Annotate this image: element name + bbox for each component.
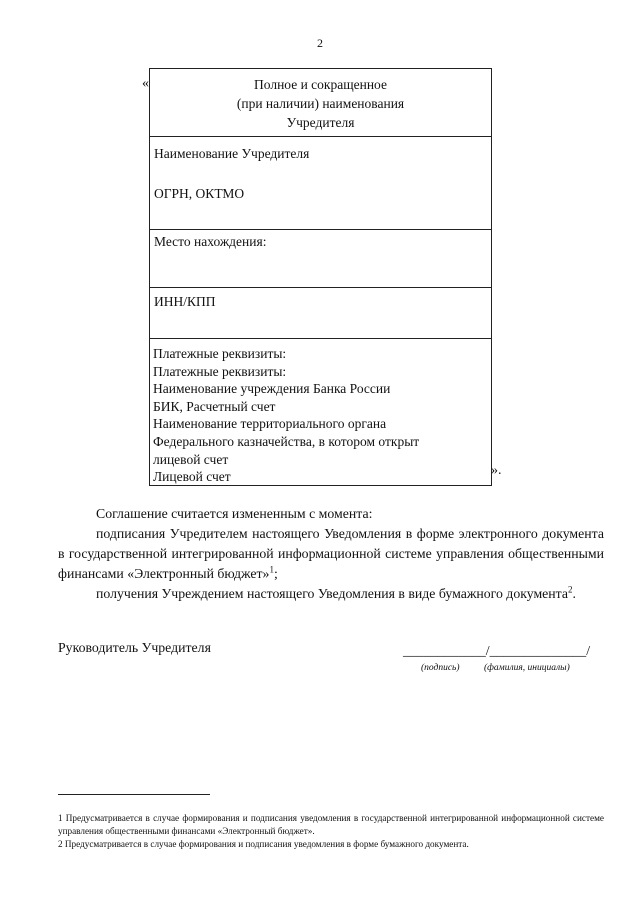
opening-quote: « — [142, 76, 149, 91]
bank-line: БИК, Расчетный счет — [153, 398, 276, 414]
item-2-text: получения Учреждением настоящего Уведомления в виде бумажного документа — [96, 586, 569, 601]
item-2-paragraph — [58, 584, 604, 604]
location-label: Место нахождения: — [154, 234, 267, 249]
bank-details-lines — [153, 345, 419, 486]
header-line: Учредителя — [286, 115, 355, 130]
signature-line: ____________/______________/ — [403, 643, 591, 658]
closing-quote: ». — [491, 463, 502, 478]
inn-kpp-label: ИНН/КПП — [154, 294, 216, 309]
footnote-separator — [58, 794, 210, 795]
item-1-paragraph — [58, 524, 604, 584]
item-1-text: подписания Учредителем настоящего Уведомления в форме электронного документа в государственной интегрированной информационной системе управления общественными финансами «Электронный бюджет» — [58, 526, 604, 581]
item-1-end: ; — [273, 566, 278, 581]
name-caption: (фамилия, инициалы) — [484, 663, 570, 673]
founder-details-table — [149, 68, 492, 486]
signature-caption: (подпись) — [421, 663, 460, 673]
page-number: 2 — [317, 36, 323, 50]
footnote-1: 1 Предусматривается в случае формирования и подписания уведомления в государственной интегрированной информационной системе управления общественными финансами «Электронный бюджет». — [58, 813, 604, 836]
bank-line: лицевой счет — [153, 451, 229, 467]
bank-line: Наименование учреждения Банка России — [153, 381, 391, 397]
founder-name-label: Наименование Учредителя — [154, 146, 310, 161]
bank-line: Лицевой счет — [153, 469, 231, 485]
location-cell — [150, 230, 491, 288]
inn-kpp-cell — [150, 288, 491, 339]
header-line: (при наличии) наименования — [236, 96, 405, 111]
footnotes — [58, 812, 604, 851]
footnote-ref-2: 2 — [568, 584, 573, 595]
ogrn-oktmo-label: ОГРН, ОКТМО — [154, 186, 245, 201]
bank-line: Платежные реквизиты: — [153, 346, 287, 361]
bank-details-cell — [150, 339, 491, 487]
bank-line: Платежные реквизиты: — [153, 363, 287, 379]
founder-name-cell — [150, 137, 491, 230]
signer-label: Руководитель Учредителя — [58, 640, 211, 655]
footnote-2: 2 Предусматривается в случае формирования и подписания уведомления в форме бумажного документа. — [58, 839, 469, 849]
footnote-ref-1: 1 — [269, 564, 274, 575]
bank-line: Федерального казначейства, в котором открыт — [153, 433, 420, 449]
intro-paragraph: Соглашение считается измененным с момента: — [96, 506, 373, 521]
bank-line: Наименование территориального органа — [153, 416, 387, 432]
header-line: Полное и сокращенное — [254, 77, 387, 92]
item-2-end: . — [572, 586, 576, 601]
table-header-cell — [150, 69, 491, 137]
